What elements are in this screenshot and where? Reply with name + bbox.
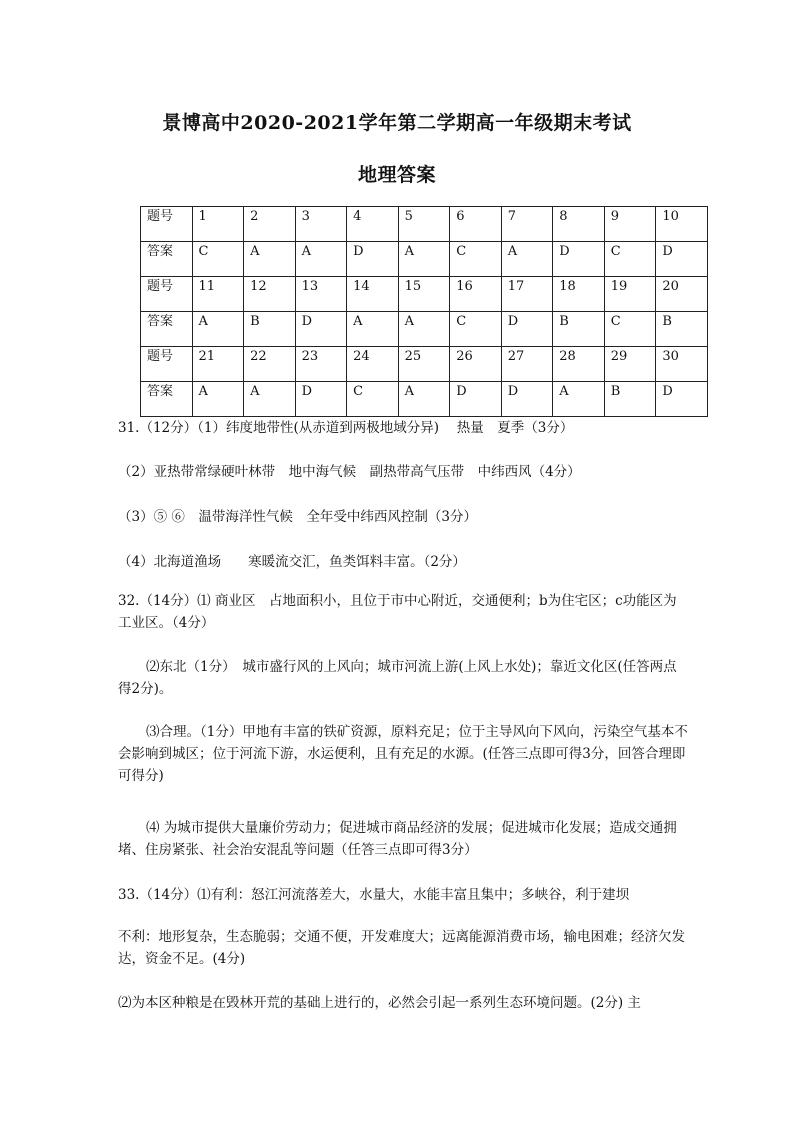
answer-row: [141, 242, 708, 277]
question-number-cell: 5: [398, 207, 450, 242]
question-number-cell: 30: [656, 347, 708, 382]
answer-cell: C: [347, 382, 399, 417]
question-number-cell: 23: [295, 347, 347, 382]
row-label-answer: 答案: [141, 242, 193, 277]
exam-title: 景博高中2020-2021学年第二学期高一年级期末考试: [162, 112, 632, 134]
answer-row: [141, 312, 708, 347]
answer-subtitle: 地理答案: [357, 164, 436, 186]
answer-cell: D: [553, 242, 605, 277]
question-number-cell: 16: [450, 277, 502, 312]
answer-cell: B: [604, 382, 656, 417]
question-number-cell: 25: [398, 347, 450, 382]
answer-cell: A: [398, 382, 450, 417]
answer-cell: A: [553, 382, 605, 417]
question-number-cell: 8: [553, 207, 605, 242]
answer-table: [140, 206, 708, 417]
answer-cell: A: [244, 242, 296, 277]
answer-cell: D: [656, 382, 708, 417]
question-number-cell: 1: [192, 207, 244, 242]
answer-cell: B: [656, 312, 708, 347]
question-number-cell: 3: [295, 207, 347, 242]
q33-part1-unfavorable: 不利：地形复杂，生态脆弱；交通不便，开发难度大；远离能源消费市场，输电困难；经济欠发达，资金不足。(4分): [118, 929, 685, 967]
answer-cell: B: [553, 312, 605, 347]
q33-part1-favorable: 33.（14分）⑴有利：怒江河流落差大，水量大，水能丰富且集中；多峡谷，利于建坝: [118, 887, 630, 903]
answer-cell: C: [604, 312, 656, 347]
answer-cell: C: [192, 242, 244, 277]
answer-cell: D: [501, 312, 553, 347]
question-number-cell: 2: [244, 207, 296, 242]
question-number-cell: 29: [604, 347, 656, 382]
answer-cell: D: [656, 242, 708, 277]
answer-cell: C: [450, 312, 502, 347]
q32-part3: ⑶合理。（1分）甲地有丰富的铁矿资源，原料充足；位于主导风向下风向，污染空气基本不会影响到城区；位于河流下游，水运便利，且有充足的水源。(任答三点即可得3分，回答合理即可得分): [118, 724, 688, 784]
answer-cell: A: [295, 242, 347, 277]
question-number-cell: 21: [192, 347, 244, 382]
question-number-cell: 28: [553, 347, 605, 382]
question-number-cell: 19: [604, 277, 656, 312]
question-number-cell: 15: [398, 277, 450, 312]
question-number-cell: 27: [501, 347, 553, 382]
answer-cell: A: [244, 382, 296, 417]
answer-cell: B: [244, 312, 296, 347]
question-number-cell: 10: [656, 207, 708, 242]
row-label-question: 题号: [141, 277, 193, 312]
question-number-cell: 26: [450, 347, 502, 382]
question-number-cell: 4: [347, 207, 399, 242]
q31-part3: （3）⑤ ⑥ 温带海洋性气候 全年受中纬西风控制（3分）: [118, 509, 477, 525]
answer-cell: D: [295, 312, 347, 347]
q33-part2: ⑵为本区种粮是在毁林开荒的基础上进行的，必然会引起一系列生态环境问题。(2分) 主: [118, 995, 641, 1011]
q32-part1: 32.（14分）⑴ 商业区 占地面积小，且位于市中心附近，交通便利；b为住宅区；c功能区为工业区。（4分）: [118, 593, 677, 631]
answer-cell: A: [192, 312, 244, 347]
q32-part2: ⑵东北（1分） 城市盛行风的上风向；城市河流上游(上风上水处)；靠近文化区(任答两点得2分)。: [118, 659, 677, 697]
answer-cell: C: [604, 242, 656, 277]
answer-cell: A: [398, 312, 450, 347]
question-number-row: [141, 347, 708, 382]
q32-part4: ⑷ 为城市提供大量廉价劳动力；促进城市商品经济的发展；促进城市化发展；造成交通拥堵、住房紧张、社会治安混乱等问题（任答三点即可得3分）: [118, 820, 677, 858]
question-number-row: [141, 207, 708, 242]
question-number-cell: 7: [501, 207, 553, 242]
answer-cell: A: [398, 242, 450, 277]
answer-cell: D: [347, 242, 399, 277]
question-number-cell: 14: [347, 277, 399, 312]
answer-cell: D: [295, 382, 347, 417]
q31-part2: （2）亚热带常绿硬叶林带 地中海气候 副热带高气压带 中纬西风（4分）: [118, 464, 581, 480]
question-number-cell: 17: [501, 277, 553, 312]
answer-cell: A: [347, 312, 399, 347]
question-number-cell: 22: [244, 347, 296, 382]
question-number-cell: 18: [553, 277, 605, 312]
answer-row: [141, 382, 708, 417]
answer-cell: A: [192, 382, 244, 417]
row-label-question: 题号: [141, 347, 193, 382]
question-number-cell: 11: [192, 277, 244, 312]
question-number-cell: 12: [244, 277, 296, 312]
question-number-cell: 13: [295, 277, 347, 312]
answer-cell: C: [450, 242, 502, 277]
row-label-answer: 答案: [141, 312, 193, 347]
q31-part4: （4）北海道渔场 寒暖流交汇，鱼类饵料丰富。（2分）: [118, 554, 466, 570]
row-label-question: 题号: [141, 207, 193, 242]
row-label-answer: 答案: [141, 382, 193, 417]
question-number-cell: 20: [656, 277, 708, 312]
question-number-cell: 24: [347, 347, 399, 382]
q31-intro: 31.（12分）（1）纬度地带性(从赤道到两极地域分异) 热量 夏季（3分）: [118, 420, 574, 436]
answer-cell: D: [450, 382, 502, 417]
answer-cell: D: [501, 382, 553, 417]
question-number-row: [141, 277, 708, 312]
answer-cell: A: [501, 242, 553, 277]
question-number-cell: 6: [450, 207, 502, 242]
question-number-cell: 9: [604, 207, 656, 242]
